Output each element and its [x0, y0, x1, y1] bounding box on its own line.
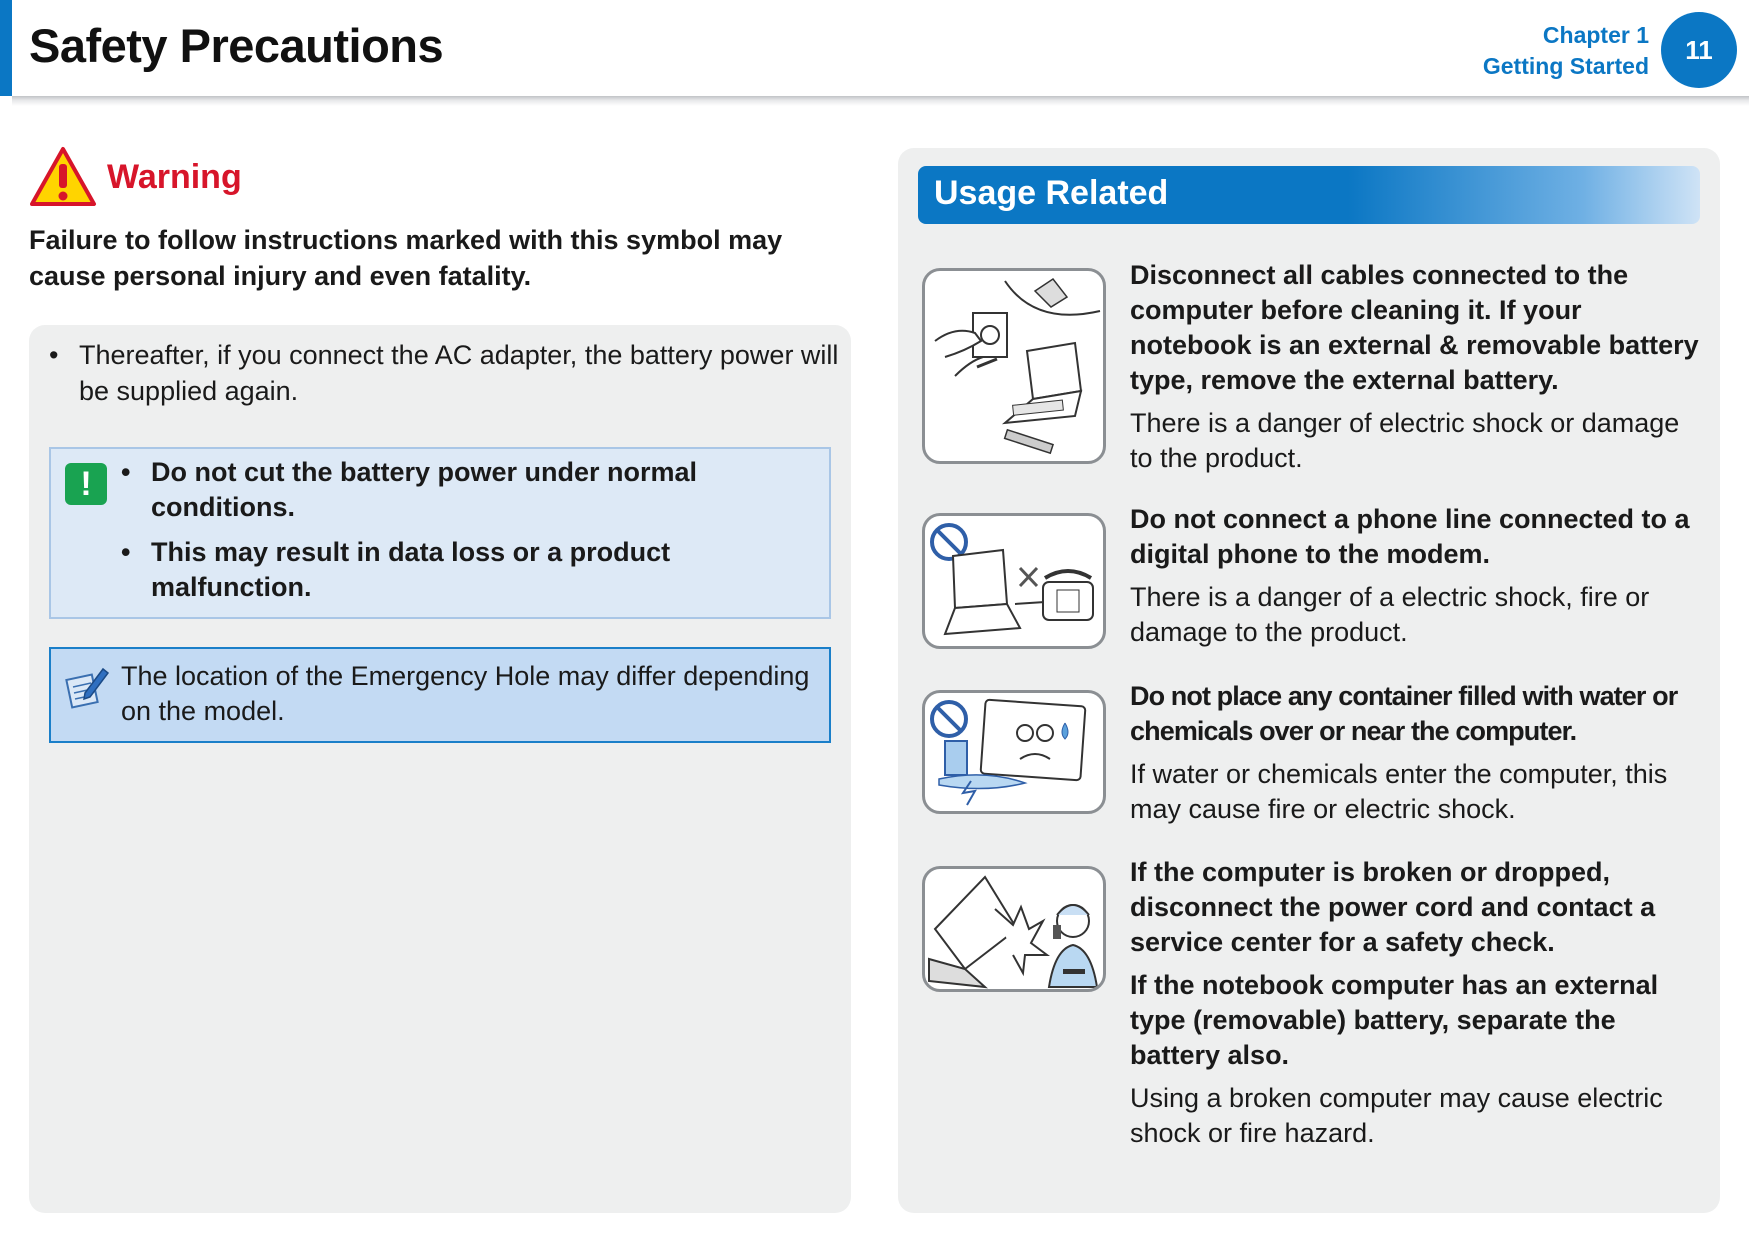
right-panel	[898, 148, 1720, 1213]
exclamation-icon: !	[65, 463, 107, 505]
chapter-name: Getting Started	[1482, 53, 1649, 79]
page-number: 11	[1661, 12, 1737, 88]
illustration-broken-computer	[922, 866, 1106, 992]
chapter-number: Chapter 1	[1542, 22, 1649, 48]
usage-item-heading: If the computer is broken or dropped, disconnect the power cord and contact a service center for a safety check.	[1130, 857, 1656, 957]
usage-item-heading-2: If the notebook computer has an external type (removable) battery, separate the battery also.	[1130, 970, 1659, 1070]
pencil-note-icon	[63, 663, 111, 711]
usage-item	[1130, 855, 1700, 1151]
warning-label: Warning	[107, 157, 242, 196]
intro-text: Thereafter, if you connect the AC adapter, the battery power will be supplied again.	[79, 340, 839, 406]
usage-item-heading: Do not connect a phone line connected to a digital phone to the modem.	[1130, 504, 1690, 569]
note-box	[49, 647, 831, 743]
caution-list	[121, 455, 801, 615]
intro-bullet	[49, 337, 849, 409]
header-accent-bar	[0, 0, 12, 96]
section-header	[918, 166, 1700, 224]
warning-description: Failure to follow instructions marked with this symbol may cause personal injury and even fatality.	[29, 225, 783, 291]
usage-item-body: There is a danger of a electric shock, fire or damage to the product.	[1130, 582, 1650, 647]
broken-computer-service-illustration-icon	[925, 869, 1103, 989]
usage-item	[1130, 679, 1700, 827]
caution-item: • Do not cut the battery power under normal conditions.	[121, 455, 801, 525]
illustration-unplug-cables	[922, 268, 1106, 464]
usage-item-body: Using a broken computer may cause electric shock or fire hazard.	[1130, 1083, 1663, 1148]
illustration-liquid	[922, 690, 1106, 814]
usage-item-heading: Disconnect all cables connected to the computer before cleaning it. If your notebook is an external & removable battery type, remove the external battery.	[1130, 260, 1699, 395]
header-divider	[12, 96, 1749, 106]
unplug-cable-illustration-icon	[925, 271, 1103, 461]
usage-item	[1130, 258, 1700, 476]
usage-item-body: If water or chemicals enter the computer, this may cause fire or electric shock.	[1130, 759, 1668, 824]
chapter-label	[1483, 20, 1649, 82]
bullet-mark: •	[49, 340, 59, 370]
usage-item-body: There is a danger of electric shock or damage to the product.	[1130, 408, 1680, 473]
phone-line-modem-illustration-icon	[925, 516, 1103, 646]
caution-box	[49, 447, 831, 619]
usage-item	[1130, 502, 1700, 650]
illustration-phone-line	[922, 513, 1106, 649]
caution-item: • This may result in data loss or a product malfunction.	[121, 535, 801, 605]
left-panel	[29, 325, 851, 1213]
liquid-container-illustration-icon	[925, 693, 1103, 811]
section-title: Usage Related	[934, 174, 1169, 212]
note-text: The location of the Emergency Hole may differ depending on the model.	[121, 661, 810, 726]
warning-triangle-icon	[29, 146, 97, 208]
warning-heading	[29, 146, 242, 208]
page-title: Safety Precautions	[29, 19, 444, 72]
usage-item-heading: Do not place any container filled with water or chemicals over or near the computer.	[1130, 681, 1678, 746]
